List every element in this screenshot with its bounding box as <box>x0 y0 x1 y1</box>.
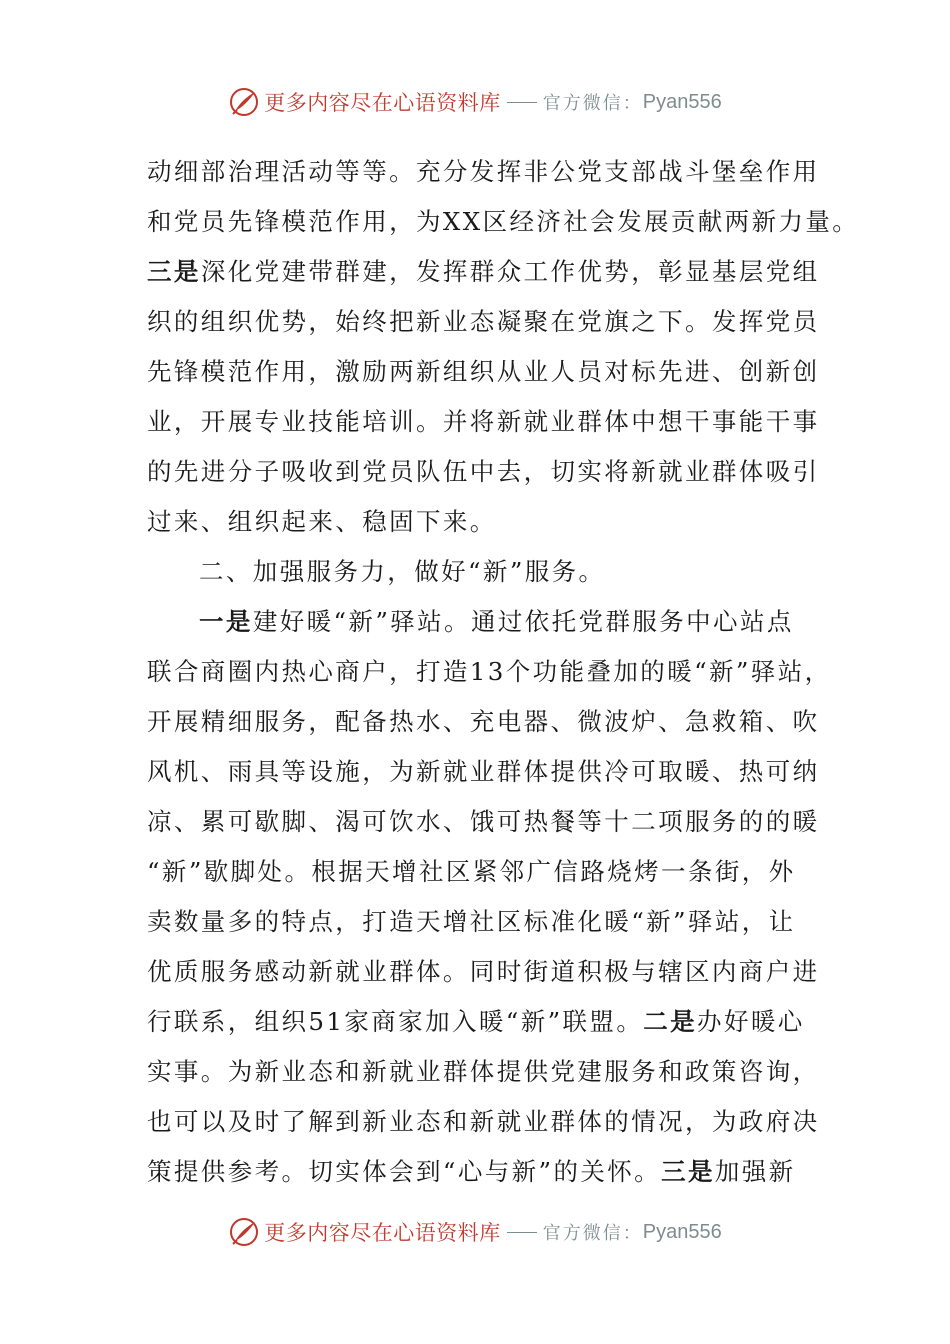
text-line <box>147 647 832 697</box>
text-segment: 和党员先锋模范作用，为XX区经济社会发展贡献两新力量。 <box>147 207 860 236</box>
text-segment: 开展精细服务，配备热水、充电器、微波炉、急救箱、吹 <box>147 707 820 736</box>
text-segment: 实事。为新业态和新就业群体提供党建服务和政策咨询， <box>147 1057 820 1086</box>
text-line <box>147 597 817 647</box>
text-line <box>147 247 820 297</box>
banner-wechat-label: 官方微信： <box>542 93 643 114</box>
text-segment: 建好暖“新”驿站。通过依托党群服务中心站点 <box>252 607 794 636</box>
text-segment: 行联系，组织51家商家加入暖“新”联盟。 <box>147 1007 644 1036</box>
text-line <box>147 547 817 597</box>
quill-logo-icon <box>228 86 260 118</box>
bold-lead-phrase: 三是 <box>147 257 201 286</box>
text-segment: 业，开展专业技能培训。并将新就业群体中想干事能干事 <box>147 407 820 436</box>
banner-wechat-handle: Pyan556 <box>642 90 722 113</box>
text-segment: 策提供参考。切实体会到“心与新”的关怀。 <box>147 1157 662 1186</box>
text-segment: 织的组织优势，始终把新业态凝聚在党旗之下。发挥党员 <box>147 307 820 336</box>
text-line <box>147 197 860 247</box>
text-line <box>147 447 820 497</box>
text-segment: 办好暖心 <box>697 1007 805 1036</box>
banner-brand-text: 更多内容尽在心语资料库 <box>264 1221 501 1245</box>
bold-lead-phrase: 一是 <box>199 607 253 636</box>
text-line <box>147 1047 820 1097</box>
text-line <box>147 147 820 197</box>
header-watermark <box>0 82 950 122</box>
text-segment: 卖数量多的特点，打造天增社区标准化暖“新”驿站，让 <box>147 907 796 936</box>
text-line <box>147 897 817 947</box>
banner-dash <box>507 1232 537 1233</box>
text-segment: 动细部治理活动等等。充分发挥非公党支部战斗堡垒作用 <box>147 157 820 186</box>
text-line <box>147 847 817 897</box>
text-segment: 也可以及时了解到新业态和新就业群体的情况，为政府决 <box>147 1107 820 1136</box>
quill-logo-icon <box>228 1216 260 1248</box>
text-segment: 深化党建带群建，发挥群众工作优势，彰显基层党组 <box>200 257 820 286</box>
text-segment: 优质服务感动新就业群体。同时街道积极与辖区内商户进 <box>147 957 820 986</box>
text-line <box>147 397 820 447</box>
text-segment: 先锋模范作用，激励两新组织从业人员对标先进、创新创 <box>147 357 820 386</box>
text-line <box>147 497 817 547</box>
text-line <box>147 1097 820 1147</box>
text-line <box>147 347 820 397</box>
text-line <box>147 947 820 997</box>
text-line <box>147 297 820 347</box>
text-line <box>147 797 820 847</box>
banner-brand-text: 更多内容尽在心语资料库 <box>264 91 501 115</box>
banner-wechat-handle: Pyan556 <box>642 1220 722 1243</box>
text-segment: 风机、雨具等设施，为新就业群体提供冷可取暖、热可纳 <box>147 757 820 786</box>
text-line <box>147 997 817 1047</box>
text-segment: 的先进分子吸收到党员队伍中去，切实将新就业群体吸引 <box>147 457 820 486</box>
banner-wechat-label: 官方微信： <box>542 1223 643 1244</box>
text-segment: “新”歇脚处。根据天增社区紧邻广信路烧烤一条街，外 <box>147 857 796 886</box>
text-segment: 凉、累可歇脚、渴可饮水、饿可热餐等十二项服务的的暖 <box>147 807 820 836</box>
text-segment: 二、加强服务力，做好“新”服务。 <box>199 557 606 586</box>
banner-dash <box>507 102 537 103</box>
footer-watermark <box>0 1212 950 1252</box>
text-line <box>147 747 820 797</box>
text-segment: 过来、组织起来、稳固下来。 <box>147 507 497 536</box>
text-segment: 联合商圈内热心商户，打造13个功能叠加的暖“新”驿站， <box>147 657 832 686</box>
text-line <box>147 1147 817 1197</box>
text-line <box>147 697 820 747</box>
document-body <box>147 147 860 1197</box>
bold-lead-phrase: 三是 <box>661 1157 715 1186</box>
text-segment: 加强新 <box>714 1157 796 1186</box>
bold-lead-phrase: 二是 <box>643 1007 698 1036</box>
